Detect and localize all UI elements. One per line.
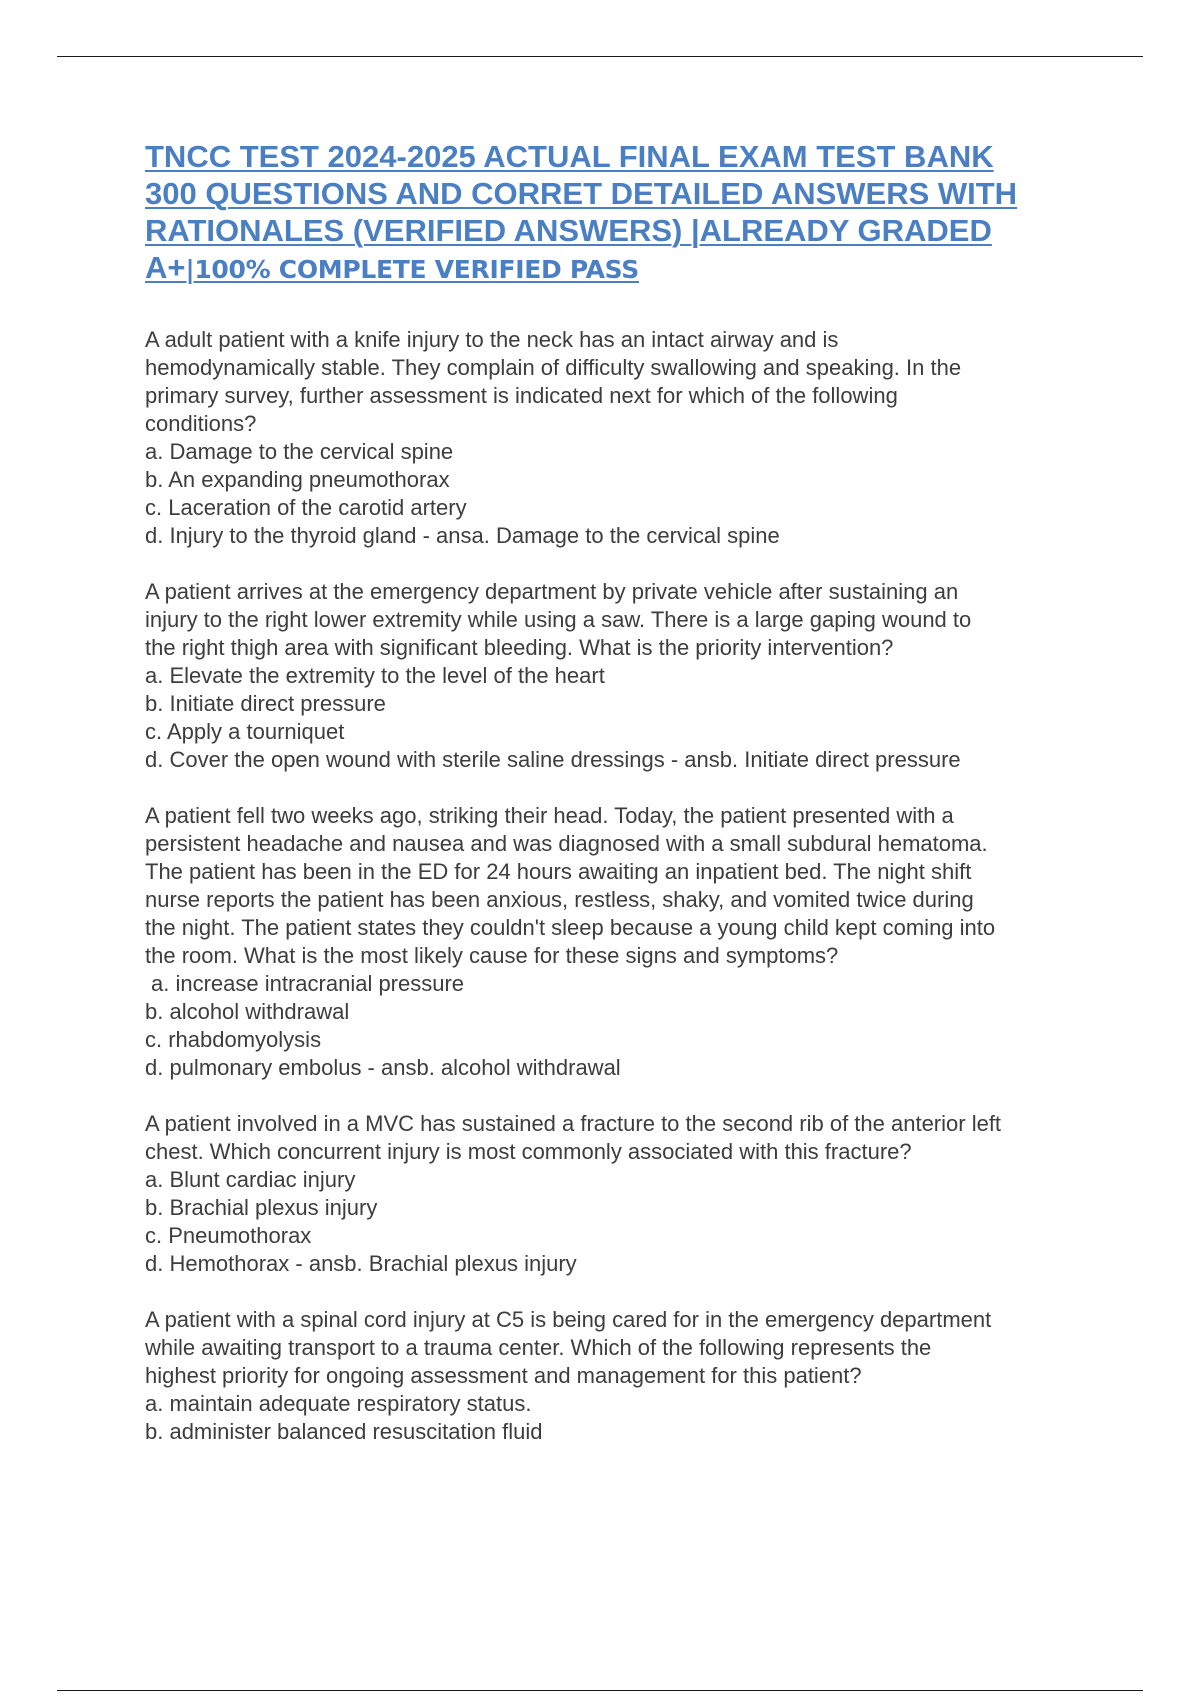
answer-option: a. Elevate the extremity to the level of the heart bbox=[145, 663, 605, 688]
title-line: RATIONALES (VERIFIED ANSWERS) |ALREADY GRADED bbox=[145, 213, 992, 248]
question-text: the night. The patient states they couldn't sleep because a young child kept coming into bbox=[145, 915, 996, 940]
question-block-4 bbox=[145, 1110, 1105, 1278]
title-grade: A+ bbox=[145, 250, 186, 285]
question-text: persistent headache and nausea and was diagnosed with a small subdural hematoma. bbox=[145, 831, 988, 856]
question-text: the right thigh area with significant bleeding. What is the priority intervention? bbox=[145, 635, 894, 660]
question-text: A patient with a spinal cord injury at C5 is being cared for in the emergency department bbox=[145, 1307, 992, 1332]
title-line: 300 QUESTIONS AND CORRET DETAILED ANSWERS WITH bbox=[145, 176, 1018, 211]
answer-option: c. Laceration of the carotid artery bbox=[145, 495, 467, 520]
question-block-5 bbox=[145, 1306, 1105, 1446]
answer-option: a. increase intracranial pressure bbox=[151, 971, 465, 996]
question-text: highest priority for ongoing assessment and management for this patient? bbox=[145, 1363, 862, 1388]
question-block-3 bbox=[145, 802, 1105, 1082]
footer-rule bbox=[57, 1690, 1143, 1691]
header-rule bbox=[57, 56, 1143, 57]
question-text: The patient has been in the ED for 24 hours awaiting an inpatient bed. The night shift bbox=[145, 859, 972, 884]
question-text: hemodynamically stable. They complain of difficulty swallowing and speaking. In the bbox=[145, 355, 962, 380]
answer-option: a. Blunt cardiac injury bbox=[145, 1167, 356, 1192]
answer-option: b. alcohol withdrawal bbox=[145, 999, 350, 1024]
answer-option: c. Apply a tourniquet bbox=[145, 719, 345, 744]
document-body bbox=[145, 138, 1105, 1446]
answer-option: b. administer balanced resuscitation fluid bbox=[145, 1419, 543, 1444]
answer-option-with-key: d. Cover the open wound with sterile saline dressings - ansb. Initiate direct pressure bbox=[145, 747, 961, 772]
question-text: while awaiting transport to a trauma center. Which of the following represents the bbox=[145, 1335, 932, 1360]
question-text: A patient involved in a MVC has sustained a fracture to the second rib of the anterior left bbox=[145, 1111, 1002, 1136]
question-text: chest. Which concurrent injury is most commonly associated with this fracture? bbox=[145, 1139, 912, 1164]
answer-option-with-key: d. Hemothorax - ansb. Brachial plexus injury bbox=[145, 1251, 577, 1276]
question-text: A adult patient with a knife injury to the neck has an intact airway and is bbox=[145, 327, 839, 352]
answer-option: a. Damage to the cervical spine bbox=[145, 439, 454, 464]
question-text: conditions? bbox=[145, 411, 257, 436]
title-line-last bbox=[145, 249, 1105, 288]
answer-option: b. Brachial plexus injury bbox=[145, 1195, 378, 1220]
document-title bbox=[145, 138, 1105, 288]
answer-option-with-key: d. Injury to the thyroid gland - ansa. Damage to the cervical spine bbox=[145, 523, 780, 548]
answer-option: b. An expanding pneumothorax bbox=[145, 467, 450, 492]
question-text: A patient arrives at the emergency department by private vehicle after sustaining an bbox=[145, 579, 959, 604]
answer-option: b. Initiate direct pressure bbox=[145, 691, 386, 716]
question-block-2 bbox=[145, 578, 1105, 774]
answer-option: c. Pneumothorax bbox=[145, 1223, 312, 1248]
question-block-1 bbox=[145, 326, 1105, 550]
answer-option-with-key: d. pulmonary embolus - ansb. alcohol withdrawal bbox=[145, 1055, 621, 1080]
question-text: injury to the right lower extremity while using a saw. There is a large gaping wound to bbox=[145, 607, 972, 632]
question-text: primary survey, further assessment is indicated next for which of the following bbox=[145, 383, 898, 408]
question-text: nurse reports the patient has been anxious, restless, shaky, and vomited twice during bbox=[145, 887, 974, 912]
question-text: the room. What is the most likely cause for these signs and symptoms? bbox=[145, 943, 839, 968]
question-text: A patient fell two weeks ago, striking their head. Today, the patient presented with a bbox=[145, 803, 954, 828]
title-line: TNCC TEST 2024-2025 ACTUAL FINAL EXAM TEST BANK bbox=[145, 139, 994, 174]
title-pass-label: |100% COMPLETE VERIFIED PASS bbox=[185, 255, 639, 284]
answer-option: a. maintain adequate respiratory status. bbox=[145, 1391, 532, 1416]
answer-option: c. rhabdomyolysis bbox=[145, 1027, 322, 1052]
